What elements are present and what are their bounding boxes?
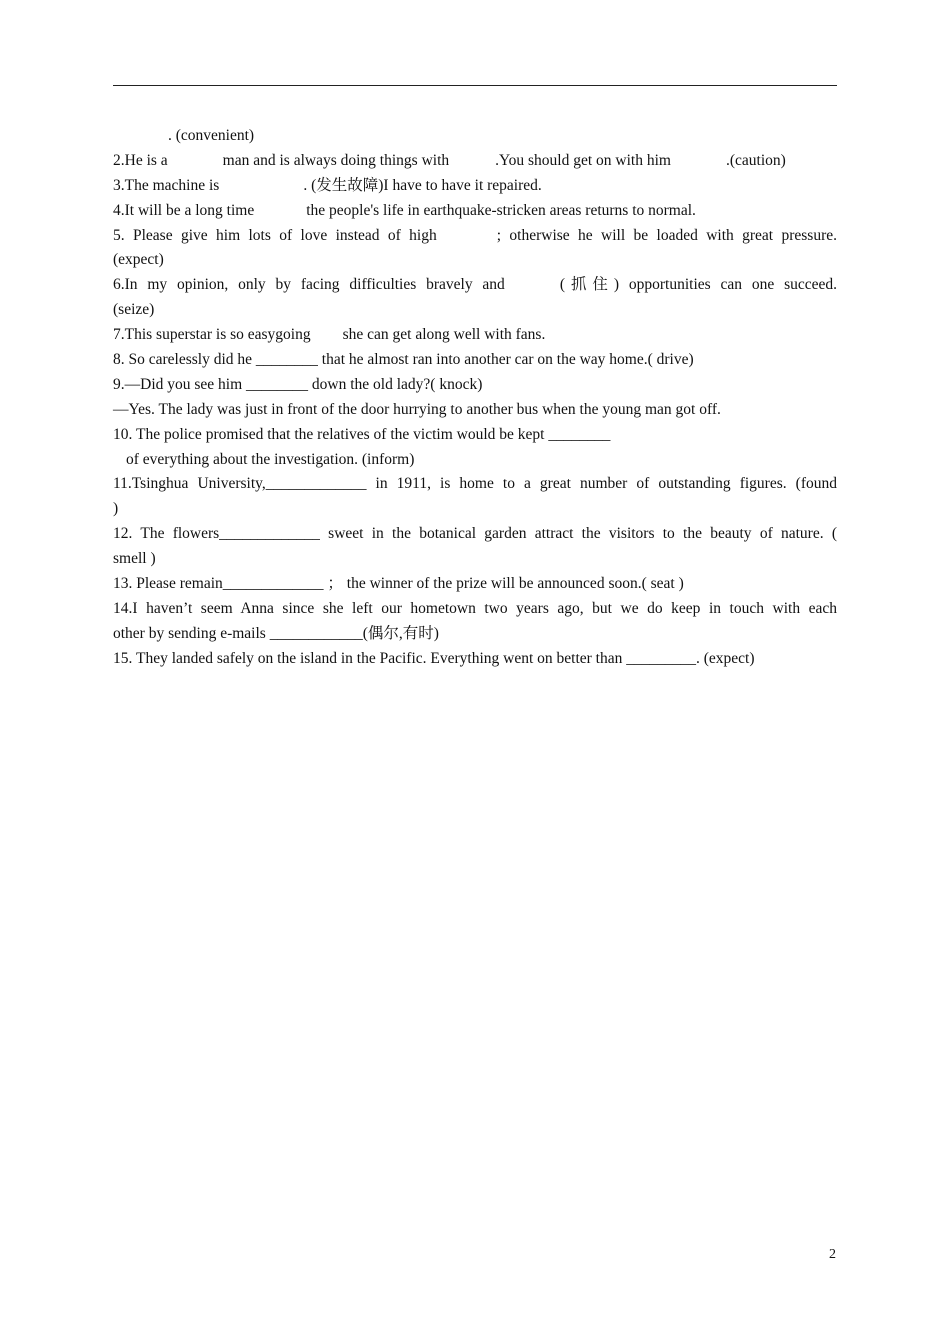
question-14 xyxy=(113,597,837,622)
header-rule xyxy=(113,85,837,86)
question-6 xyxy=(113,273,837,298)
question-5 xyxy=(113,224,837,249)
text-span: smell ) xyxy=(113,550,156,568)
question-11 xyxy=(113,472,837,497)
question-10-continued xyxy=(113,448,837,473)
text-span: (expect) xyxy=(113,251,164,269)
text-span: the people's life in earthquake-stricken areas returns to normal. xyxy=(306,201,696,219)
text-span: she can get along well with fans. xyxy=(342,326,546,344)
text-span: (抓住) opportunities can one succeed. xyxy=(559,276,838,294)
text-span: 2.He is a xyxy=(113,151,168,169)
text-span: .You should get on with him xyxy=(495,151,671,169)
text-span: 7.This superstar is so easygoing xyxy=(113,326,311,344)
question-13 xyxy=(113,572,837,597)
question-8 xyxy=(113,348,837,373)
question-15 xyxy=(113,647,837,672)
text-span: 15. They landed safely on the island in the Pacific. Everything went on better than _________. (expect) xyxy=(113,649,755,667)
question-5-hint xyxy=(113,248,837,273)
question-10 xyxy=(113,423,837,448)
question-14-continued xyxy=(113,622,837,647)
text-span: 11.Tsinghua University,_____________ in 1911, is home to a great number of outstanding figures. (found xyxy=(113,475,837,493)
question-9-answer xyxy=(113,398,837,423)
text-span: 3.The machine is xyxy=(113,176,220,194)
question-3 xyxy=(113,174,837,199)
question-4 xyxy=(113,199,837,224)
text-span: ; otherwise he will be loaded with great pressure. xyxy=(496,226,838,244)
question-9 xyxy=(113,373,837,398)
question-11-continued xyxy=(113,497,837,522)
text-span: 8. So carelessly did he ________ that he almost ran into another car on the way home.( drive) xyxy=(113,351,694,369)
text-span: man and is always doing things with xyxy=(222,151,450,169)
text-span: (seize) xyxy=(113,301,155,319)
text-span: —Yes. The lady was just in front of the door hurrying to another bus when the young man got off. xyxy=(113,400,721,418)
text-span: of everything about the investigation. (inform) xyxy=(126,450,415,468)
page-number: 2 xyxy=(829,1247,836,1262)
text-span: . (convenient) xyxy=(168,127,255,144)
exercise-content xyxy=(113,124,837,672)
question-7 xyxy=(113,323,837,348)
text-span: 14.I haven’t seem Anna since she left our hometown two years ago, but we do keep in touch with each xyxy=(113,599,837,617)
text-span: 10. The police promised that the relatives of the victim would be kept ________ xyxy=(113,425,611,443)
text-span: ) xyxy=(113,500,119,518)
question-12 xyxy=(113,522,837,547)
text-span: 4.It will be a long time xyxy=(113,201,255,219)
text-span: 13. Please remain_____________ ； the winner of the prize will be announced soon.( seat ) xyxy=(113,575,684,593)
text-span: .(caution) xyxy=(725,151,786,169)
question-2 xyxy=(113,149,837,174)
text-line xyxy=(113,124,837,149)
text-span: 5. Please give him lots of love instead of high xyxy=(113,226,437,244)
text-span: 6.In my opinion, only by facing difficulties bravely and xyxy=(113,276,505,294)
text-span: . (发生故障)I have to have it repaired. xyxy=(303,176,542,194)
text-span: 9.—Did you see him ________ down the old lady?( knock) xyxy=(113,375,483,393)
text-span: other by sending e-mails ____________(偶尔,有时) xyxy=(113,624,439,642)
question-12-continued xyxy=(113,547,837,572)
question-6-hint xyxy=(113,298,837,323)
text-span: 12. The flowers_____________ sweet in the botanical garden attract the visitors to the beauty of nature. ( xyxy=(113,525,837,543)
